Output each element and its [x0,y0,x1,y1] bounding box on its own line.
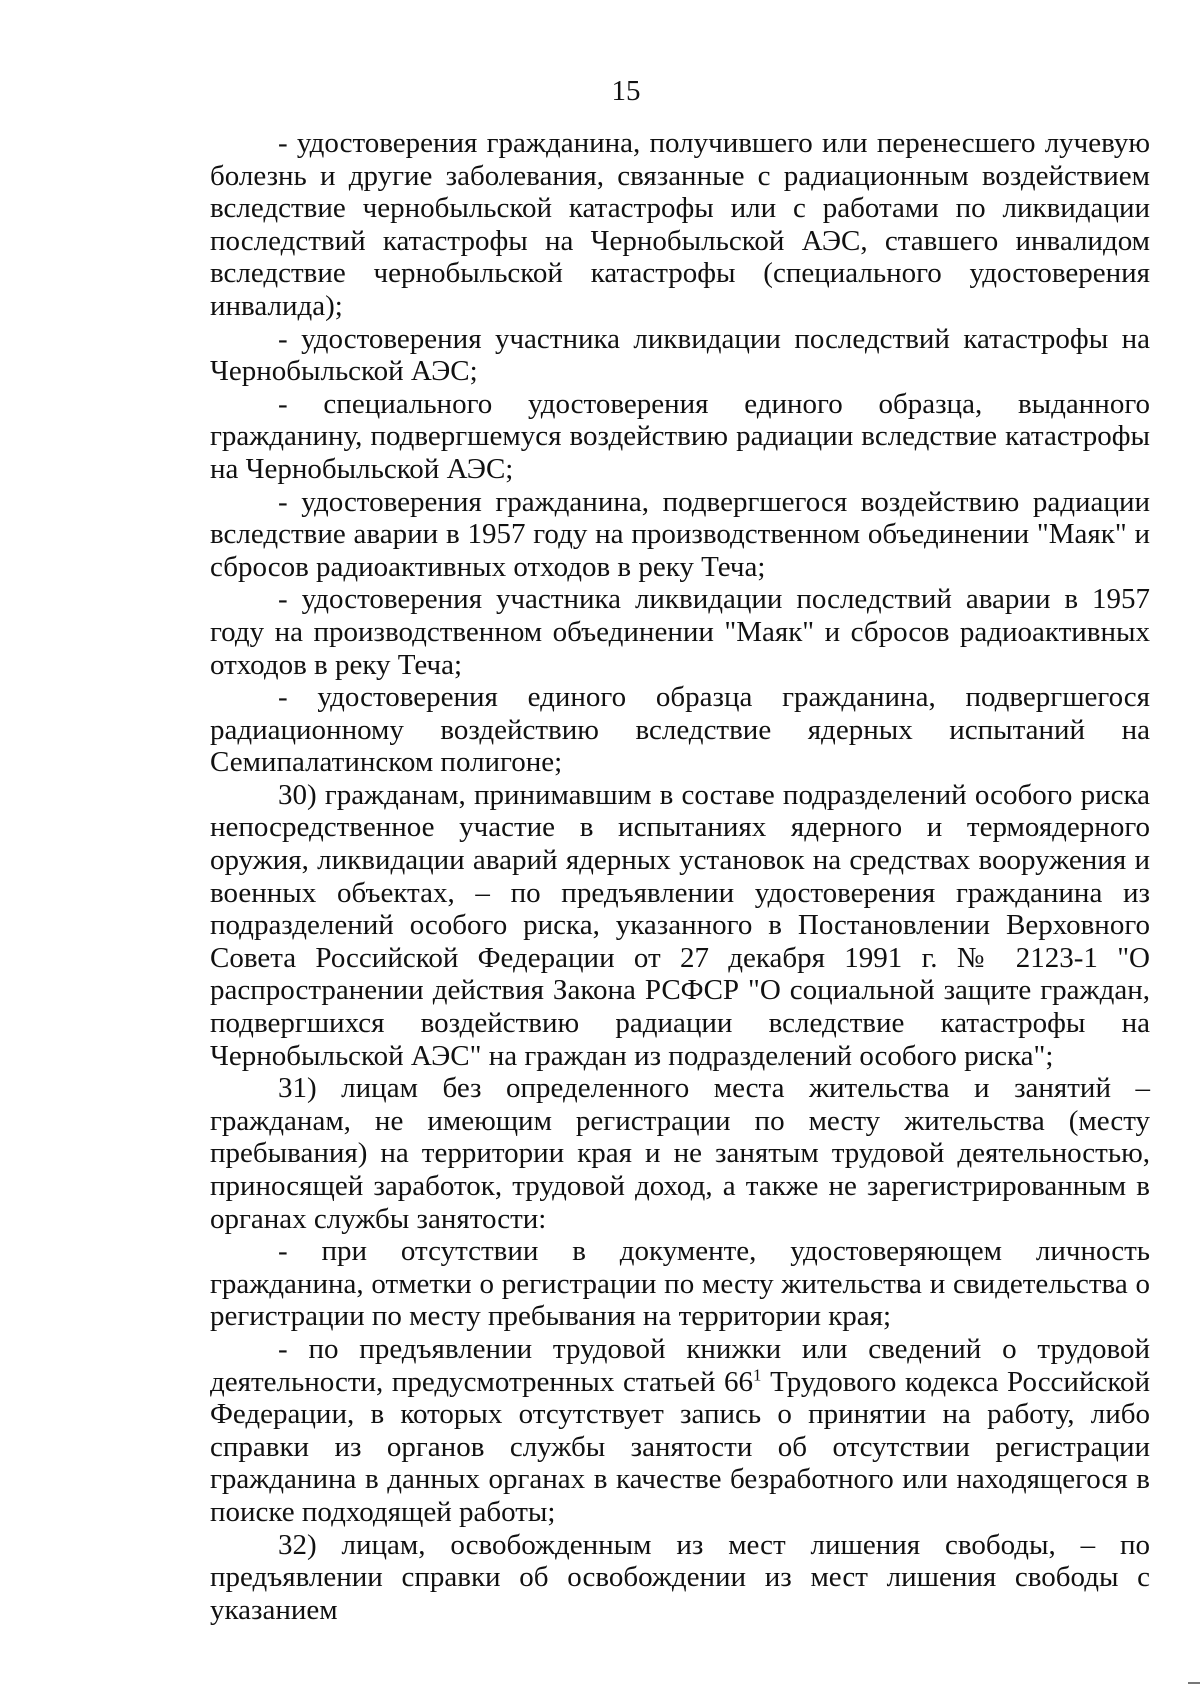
paragraph-item-30: 30) гражданам, принимавшим в составе подразделений особого риска непосредственное участие в испытаниях ядерного и термоядерного оружия, ликвидации аварий ядерных установок на средствах вооружения и военных объектах, – по предъявлении удостоверения гражданина из подразделений особого риска, указанного в Постановлении Верховного Совета Российской Федерации от 27 декабря 1991 г. № 2123-1 "О распространении действия Закона РСФСР "О социальной защите граждан, подвергшихся воздействию радиации вследствие катастрофы на Чернобыльской АЭС" на граждан из подразделений особого риска"; [210,778,1150,1072]
paragraph-labor-book [210,1333,1150,1529]
paragraph-item-32: 32) лицам, освобожденным из мест лишения свободы, – по предъявлении справки об освобождении из мест лишения свободы с указанием [210,1528,1150,1626]
scan-edge-mark [1188,1682,1200,1684]
page-number: 15 [611,75,641,107]
paragraph-radiation-disease-certificate: - удостоверения гражданина, получившего или перенесшего лучевую болезнь и другие заболевания, связанные с радиационным воздействием вследствие чернобыльской катастрофы или с работами по ликвидации последствий катастрофы на Чернобыльской АЭС, ставшего инвалидом вследствие чернобыльской катастрофы (специального удостоверения инвалида); [210,127,1150,322]
labor-book-text-end: Трудового кодекса Российской Федерации, в которых отсутствует запись о принятии на работу, либо справки из органов службы занятости об отсутствии регистрации гражданина в данных органах в качестве безработного или находящегося в поиске подходящей работы; [210,1365,1150,1528]
paragraph-item-31: 31) лицам без определенного места жительства и занятий – гражданам, не имеющим регистрации по месту жительства (месту пребывания) на территории края и не занятым трудовой деятельностью, приносящей заработок, трудовой доход, а также не зарегистрированным в органах службы занятости: [210,1072,1150,1235]
paragraph-semipalatinsk-certificate: - удостоверения единого образца гражданина, подвергшегося радиационному воздействию вследствие ядерных испытаний на Семипалатинском полигоне; [210,681,1150,779]
labor-book-text-start: - по предъявлении трудовой книжки или сведений о трудовой деятельности, предусмотренных статьей 66 [210,1332,1150,1398]
paragraph-mayak-exposure-certificate: - удостоверения гражданина, подвергшегося воздействию радиации вследствие аварии в 1957 году на производственном объединении "Маяк" и сбросов радиоактивных отходов в реку Теча; [210,485,1150,583]
paragraph-mayak-liquidator-certificate: - удостоверения участника ликвидации последствий аварии в 1957 году на производственном объединении "Маяк" и сбросов радиоактивных отходов в реку Теча; [210,583,1150,681]
paragraph-chernobyl-liquidator-certificate: - удостоверения участника ликвидации последствий катастрофы на Чернобыльской АЭС; [210,322,1150,388]
paragraph-no-registration-mark: - при отсутствии в документе, удостоверяющем личность гражданина, отметки о регистрации по месту жительства и свидетельства о регистрации по месту пребывания на территории края; [210,1235,1150,1333]
document-body [210,127,1150,1626]
paragraph-special-unified-certificate: - специального удостоверения единого образца, выданного гражданину, подвергшемуся воздействию радиации вследствие катастрофы на Чернобыльской АЭС; [210,387,1150,485]
article-superscript: 1 [752,1364,762,1384]
